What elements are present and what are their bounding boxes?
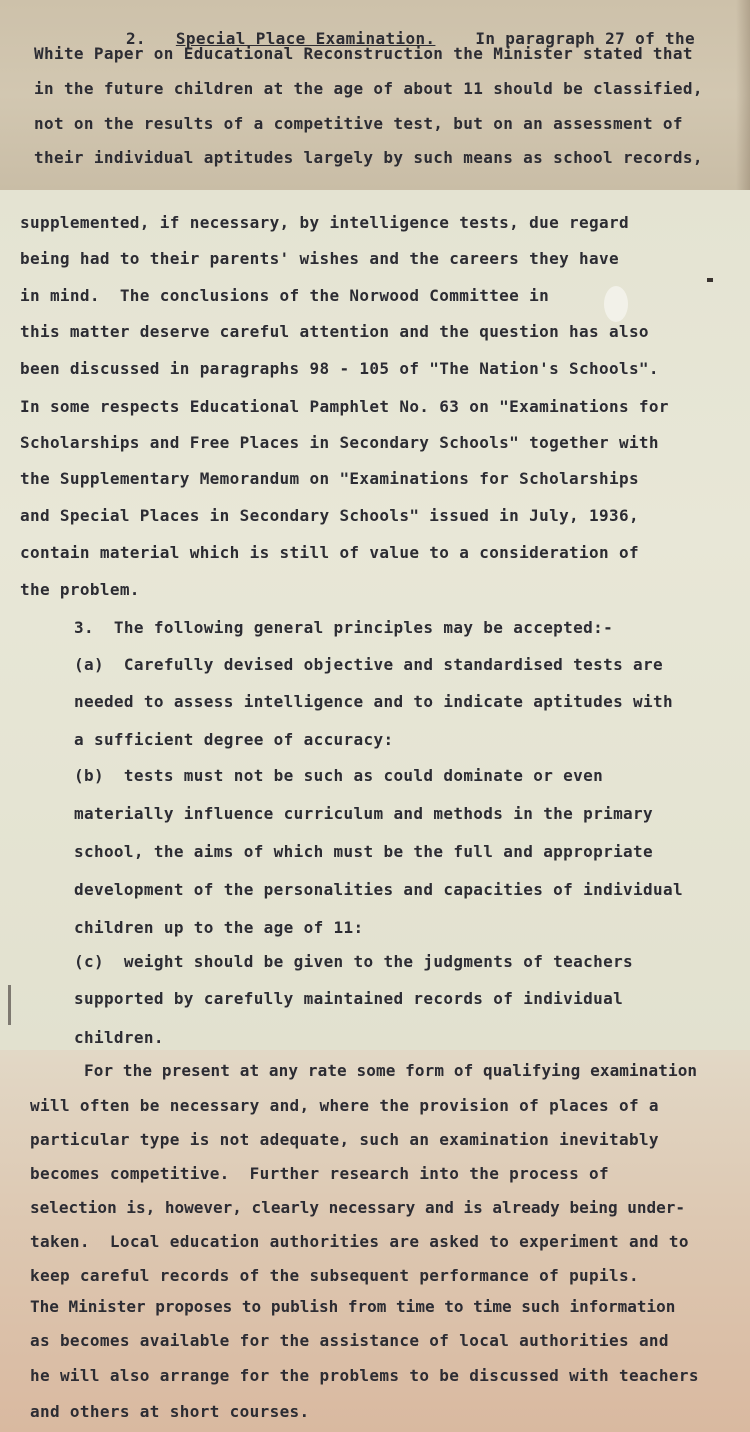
- text-line: in mind. The conclusions of the Norwood Committee in: [20, 286, 550, 305]
- section-title: Special Place Examination.: [175, 29, 436, 48]
- text-line: contain material which is still of value to a consideration of: [20, 543, 639, 562]
- text-line: becomes competitive. Further research into the process of: [30, 1164, 610, 1183]
- text-line: particular type is not adequate, such an examination inevitably: [30, 1130, 659, 1149]
- text-line: supplemented, if necessary, by intelligence tests, due regard: [20, 213, 629, 232]
- text-line: taken. Local education authorities are asked to experiment and to: [30, 1232, 689, 1251]
- principle-a-line: a sufficient degree of accuracy:: [74, 730, 394, 749]
- text-line: and Special Places in Secondary Schools" issued in July, 1936,: [20, 506, 639, 525]
- text-line: in the future children at the age of about 11 should be classified,: [34, 79, 703, 98]
- text-line: The Minister proposes to publish from time to time such information: [30, 1297, 676, 1316]
- text-line: White Paper on Educational Reconstruction the Minister stated that: [34, 44, 693, 63]
- section-number: 2.: [125, 29, 146, 48]
- text-line: Scholarships and Free Places in Secondary Schools" together with: [20, 433, 659, 452]
- page-edge-shadow: [736, 0, 750, 190]
- text-line: the problem.: [20, 580, 140, 599]
- text-line: this matter deserve careful attention and the question has also: [20, 322, 649, 341]
- text-line: For the present at any rate some form of qualifying examination: [84, 1061, 698, 1080]
- text-line: as becomes available for the assistance of local authorities and: [30, 1331, 669, 1350]
- text-line: their individual aptitudes largely by such means as school records,: [34, 148, 703, 167]
- principle-b-line: development of the personalities and capacities of individual: [74, 880, 683, 899]
- text-line: and others at short courses.: [30, 1402, 310, 1421]
- section-3-intro: 3. The following general principles may be accepted:-: [74, 618, 614, 637]
- principle-b-line: (b) tests must not be such as could dominate or even: [74, 766, 604, 785]
- principle-c-line: supported by carefully maintained records of individual: [74, 989, 624, 1008]
- principle-b-line: children up to the age of 11:: [74, 918, 364, 937]
- text-line: keep careful records of the subsequent performance of pupils.: [30, 1266, 639, 1285]
- text-line: been discussed in paragraphs 98 - 105 of "The Nation's Schools".: [20, 359, 659, 378]
- text-line: In paragraph 27 of the: [475, 29, 695, 48]
- principle-b-line: school, the aims of which must be the full and appropriate: [74, 842, 654, 861]
- text-line: being had to their parents' wishes and the careers they have: [20, 249, 619, 268]
- text-line: he will also arrange for the problems to be discussed with teachers: [30, 1366, 699, 1385]
- principle-a-line: (a) Carefully devised objective and standardised tests are: [74, 655, 663, 674]
- ink-dot: [707, 278, 713, 282]
- paper-damage-spot: [604, 286, 628, 322]
- principle-c-line: (c) weight should be given to the judgments of teachers: [74, 952, 634, 971]
- text-line: will often be necessary and, where the provision of places of a: [30, 1096, 659, 1115]
- principle-b-line: materially influence curriculum and methods in the primary: [74, 804, 654, 823]
- text-line: In some respects Educational Pamphlet No. 63 on "Examinations for: [20, 397, 669, 416]
- margin-mark: [8, 985, 11, 1025]
- text-line: selection is, however, clearly necessary and is already being under-: [30, 1198, 686, 1217]
- principle-c-line: children.: [74, 1028, 164, 1047]
- principle-a-line: needed to assess intelligence and to indicate aptitudes with: [74, 692, 673, 711]
- text-line: not on the results of a competitive test, but on an assessment of: [34, 114, 683, 133]
- text-line: the Supplementary Memorandum on "Examinations for Scholarships: [20, 469, 639, 488]
